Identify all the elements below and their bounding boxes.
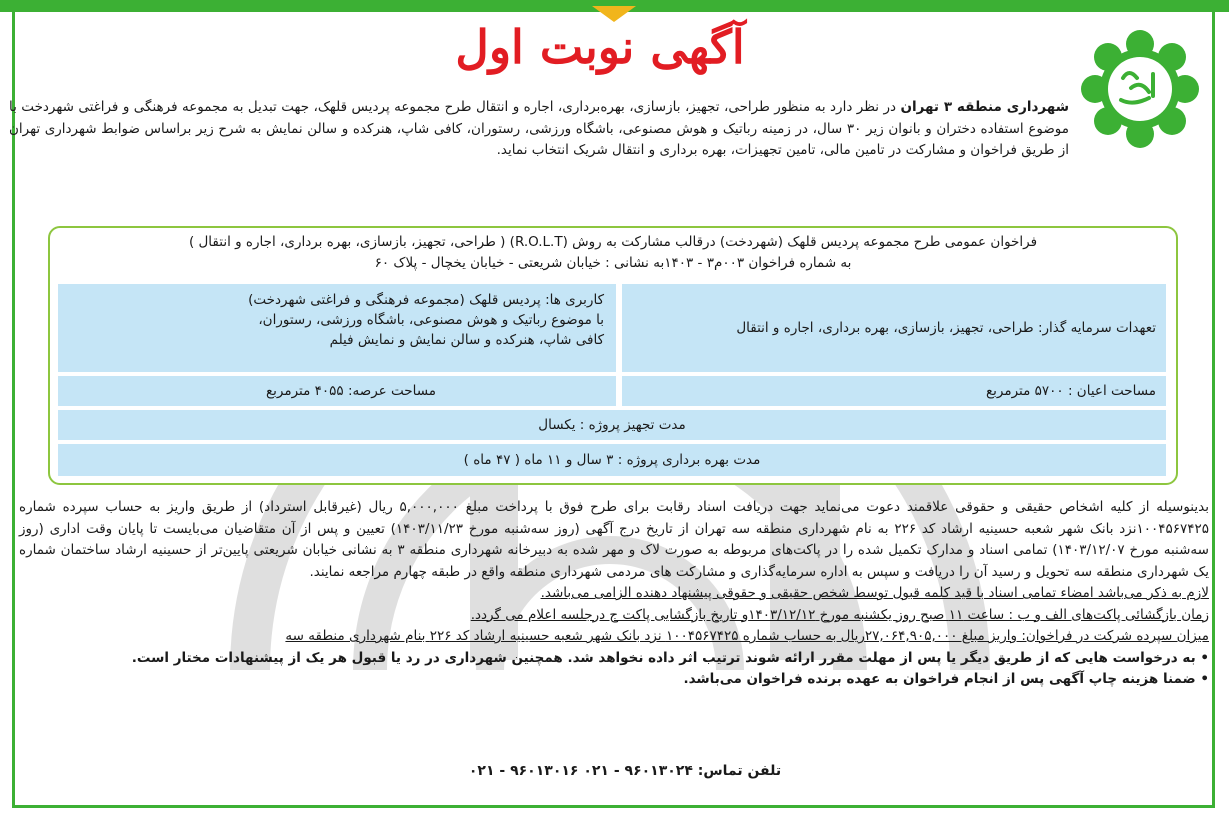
equip-duration-cell <box>58 410 1166 440</box>
usage-cell <box>58 284 616 372</box>
contact-phone: تلفن تماس: ۹۶۰۱۳۰۲۴ - ۰۲۱ ۹۶۰۱۳۰۱۶ - ۰۲۱ <box>468 763 782 779</box>
body-bullet-1: • به درخواست هایی که از طریق دیگر یا پس از مهلت مقرر ارائه شوند ترتیب اثر داده نخواهد شد. همچنین شهرداری در رد یا قبول هر یک از پیشنهادات مختار است. <box>131 649 1209 666</box>
box-header-line1: فراخوان عمومی طرح مجموعه پردیس قلهک (شهردخت) درقالب مشارکت به روش (R.O.L.T) ( طراحی، تجهیز، بازسازی، بهره برداری، اجاره و انتقال ) <box>188 234 1038 250</box>
building-area-cell <box>622 376 1166 406</box>
body-paragraph-1: بدینوسیله از کلیه اشخاص حقیقی و حقوقی علاقمند دعوت می‌نماید جهت دریافت اسناد رقابت برای طرح فوق با پرداخت مبلغ ۵,۰۰۰,۰۰۰ ریال (غیرقابل استرداد) از طریق واریز به حساب سپرده شماره ۱۰۰۴۵۶۷۴۲۵نزد بانک شهر شعبه حسینیه ارشاد کد ۲۲۶ به نام شهرداری منطقه سه تهران از تاریخ درج آگهی (روز سه‌شنبه مورخ ۱۴۰۳/۱۱/۲۳) تعیین و پس از آن متقاضیان می‌بایست تا پایان وقت اداری (روز سه‌شنبه مورخ ۱۴۰۳/۱۲/۰۷) تمامی اسناد و مدارک تکمیل شده را در پاکت‌های مربوطه به صورت لاک و مهر شده به دبیرخانه شهرداری منطقه ۳ به نشانی خیابان شریعتی پایین‌تر از حسینیه ارشاد ساختمان شماره یک شهرداری منطقه سه تحویل و رسید آن را دریافت و سپس به اداره سرمایه‌گذاری و مشارکت های مردمی شهرداری منطقه واقع در طبقه چهارم مراجعه نمایند. <box>19 499 1210 580</box>
operation-duration: مدت بهره برداری پروژه : ۳ سال و ۱۱ ماه ( ۴۷ ماه ) <box>463 452 761 468</box>
body-opening-time: زمان بازگشائی پاکت‌های الف و ب : ساعت ۱۱ صبح روز یکشنبه مورخ ۱۴۰۳/۱۲/۱۲و تاریخ بازگشایی پاکت ج درجلسه اعلام می گردد. <box>470 606 1209 623</box>
operation-duration-cell <box>58 444 1166 476</box>
usage-line-2: با موضوع رباتیک و هوش مصنوعی، باشگاه ورزشی، رستوران، <box>258 312 604 328</box>
investor-obligations: تعهدات سرمایه گذار: طراحی، تجهیز، بازسازی، بهره برداری، اجاره و انتقال <box>736 320 1156 336</box>
body-deposit: میزان سپرده شرکت در فراخوان: واریز مبلغ ۲۷,۰۶۴,۹۰۵,۰۰۰ریال به حساب شماره ۱۰۰۴۵۶۷۴۲۵ نزد بانک شهر شعبه حسینیه ارشاد کد ۲۲۶ بنام شهرداری منطقه سه <box>285 628 1209 644</box>
intro-text: در نظر دارد به منظور طراحی، تجهیز، بازسازی، بهره‌برداری، اجاره و انتقال طرح مجموعه پردیس قلهک، جهت تبدیل به مجموعه فرهنگی و فراغتی شهردخت با موضوع استفاده دختران و بانوان زیر ۳۰ سال، در زمینه رباتیک و هوش مصنوعی، باشگاه ورزشی، رستوران، کافی شاپ، هنرکده و سالن نمایش به شرح زیر براساس ضوابط شهرداری تهران از طریق فراخوان و مشارکت در تامین مالی، تامین تجهیزات، بهره برداری و انتقال شریک انتخاب نماید. <box>9 99 1069 158</box>
box-header-line2: به شماره فراخوان ۰۰۳م۳ - ۱۴۰۳به نشانی : خیابان شریعتی - خیابان یخچال - پلاک ۶۰ <box>374 255 852 271</box>
tender-details-box <box>48 226 1178 485</box>
land-area-cell <box>58 376 616 406</box>
body-bullet-2: • ضمنا هزینه چاپ آگهی پس از انجام فراخوان به عهده برنده فراخوان می‌باشد. <box>683 671 1209 687</box>
body-signature-note: لازم به ذکر می‌باشد امضاء تمامی اسناد با قید کلمه قبول توسط شخص حقیقی و حقوقی پیشنهاد دهنده الزامی می‌باشد. <box>540 585 1209 601</box>
intro-paragraph <box>9 97 1069 162</box>
building-area: مساحت اعیان : ۵۷۰۰ مترمربع <box>985 383 1156 399</box>
equip-duration: مدت تجهیز پروژه : یکسال <box>538 417 686 433</box>
land-area: مساحت عرصه: ۴۰۵۵ مترمربع <box>265 383 436 399</box>
investor-obligations-cell <box>622 284 1166 372</box>
usage-line-1: کاربری ها: پردیس قلهک (مجموعه فرهنگی و فراغتی شهردخت) <box>248 292 604 308</box>
ad-title: آگهی نوبت اول <box>455 20 745 74</box>
tehran-municipality-logo-icon <box>1071 30 1209 148</box>
usage-line-3: کافی شاپ، هنرکده و سالن نمایش و نمایش فیلم <box>329 332 604 348</box>
body-text <box>19 497 1209 691</box>
intro-org: شهرداری منطقه ۳ تهران <box>900 99 1069 115</box>
